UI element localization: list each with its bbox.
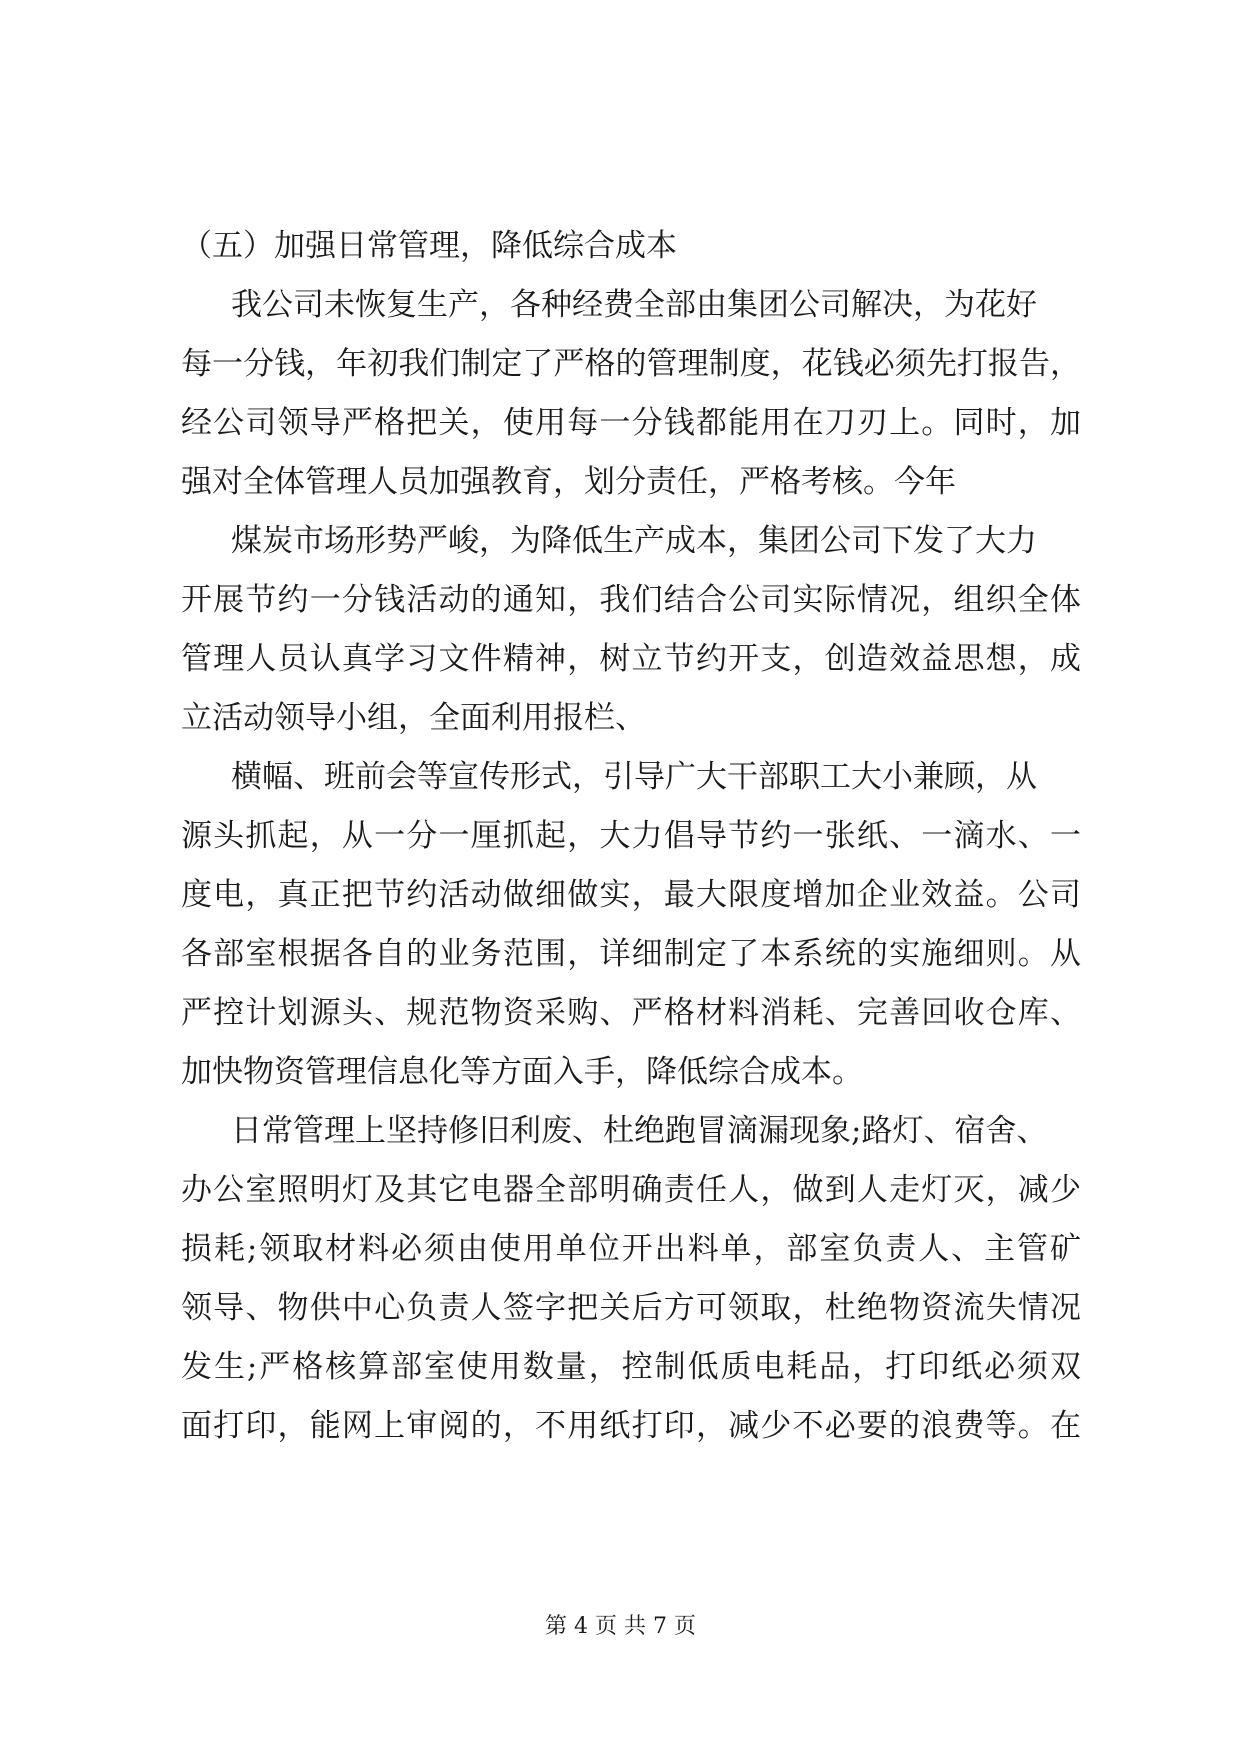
paragraph-line: 强对全体管理人员加强教育，划分责任，严格考核。今年 xyxy=(181,464,956,500)
paragraph-line: 领导、物供中心负责人签字把关后方可领取，杜绝物资流失情况 xyxy=(181,1290,1081,1326)
paragraph-line: 横幅、班前会等宣传形式，引导广大干部职工大小兼顾，从 xyxy=(231,759,1037,795)
paragraph-line: 煤炭市场形势严峻，为降低生产成本，集团公司下发了大力 xyxy=(231,523,1037,559)
paragraph-line: 经公司领导严格把关，使用每一分钱都能用在刀刃上。同时，加 xyxy=(181,405,1081,441)
paragraph-line: 发生;严格核算部室使用数量，控制低质电耗品，打印纸必须双 xyxy=(181,1349,1081,1385)
paragraph-line: 我公司未恢复生产，各种经费全部由集团公司解决，为花好 xyxy=(231,287,1037,323)
paragraph-line: 严控计划源头、规范物资采购、严格材料消耗、完善回收仓库、 xyxy=(181,995,1081,1031)
paragraph-line: 加快物资管理信息化等方面入手，降低综合成本。 xyxy=(181,1054,863,1090)
paragraph-line: 损耗;领取材料必须由使用单位开出料单，部室负责人、主管矿 xyxy=(181,1231,1081,1267)
paragraph-line: 每一分钱，年初我们制定了严格的管理制度，花钱必须先打报告， xyxy=(181,346,1081,382)
section-heading: （五）加强日常管理，降低综合成本 xyxy=(181,228,677,264)
paragraph-line: 开展节约一分钱活动的通知，我们结合公司实际情况，组织全体 xyxy=(181,582,1081,618)
paragraph-line: 各部室根据各自的业务范围，详细制定了本系统的实施细则。从 xyxy=(181,936,1081,972)
paragraph-line: 日常管理上坚持修旧利废、杜绝跑冒滴漏现象;路灯、宿舍、 xyxy=(231,1113,1048,1149)
paragraph-line: 面打印，能网上审阅的，不用纸打印，减少不必要的浪费等。在 xyxy=(181,1408,1081,1444)
page-number-footer: 第 4 页 共 7 页 xyxy=(545,1614,696,1639)
paragraph-line: 源头抓起，从一分一厘抓起，大力倡导节约一张纸、一滴水、一 xyxy=(181,818,1081,854)
paragraph-line: 度电，真正把节约活动做细做实，最大限度增加企业效益。公司 xyxy=(181,877,1081,913)
paragraph-line: 管理人员认真学习文件精神，树立节约开支，创造效益思想，成 xyxy=(181,641,1081,677)
paragraph-line: 立活动领导小组，全面利用报栏、 xyxy=(181,700,646,736)
paragraph-line: 办公室照明灯及其它电器全部明确责任人，做到人走灯灭，减少 xyxy=(181,1172,1081,1208)
